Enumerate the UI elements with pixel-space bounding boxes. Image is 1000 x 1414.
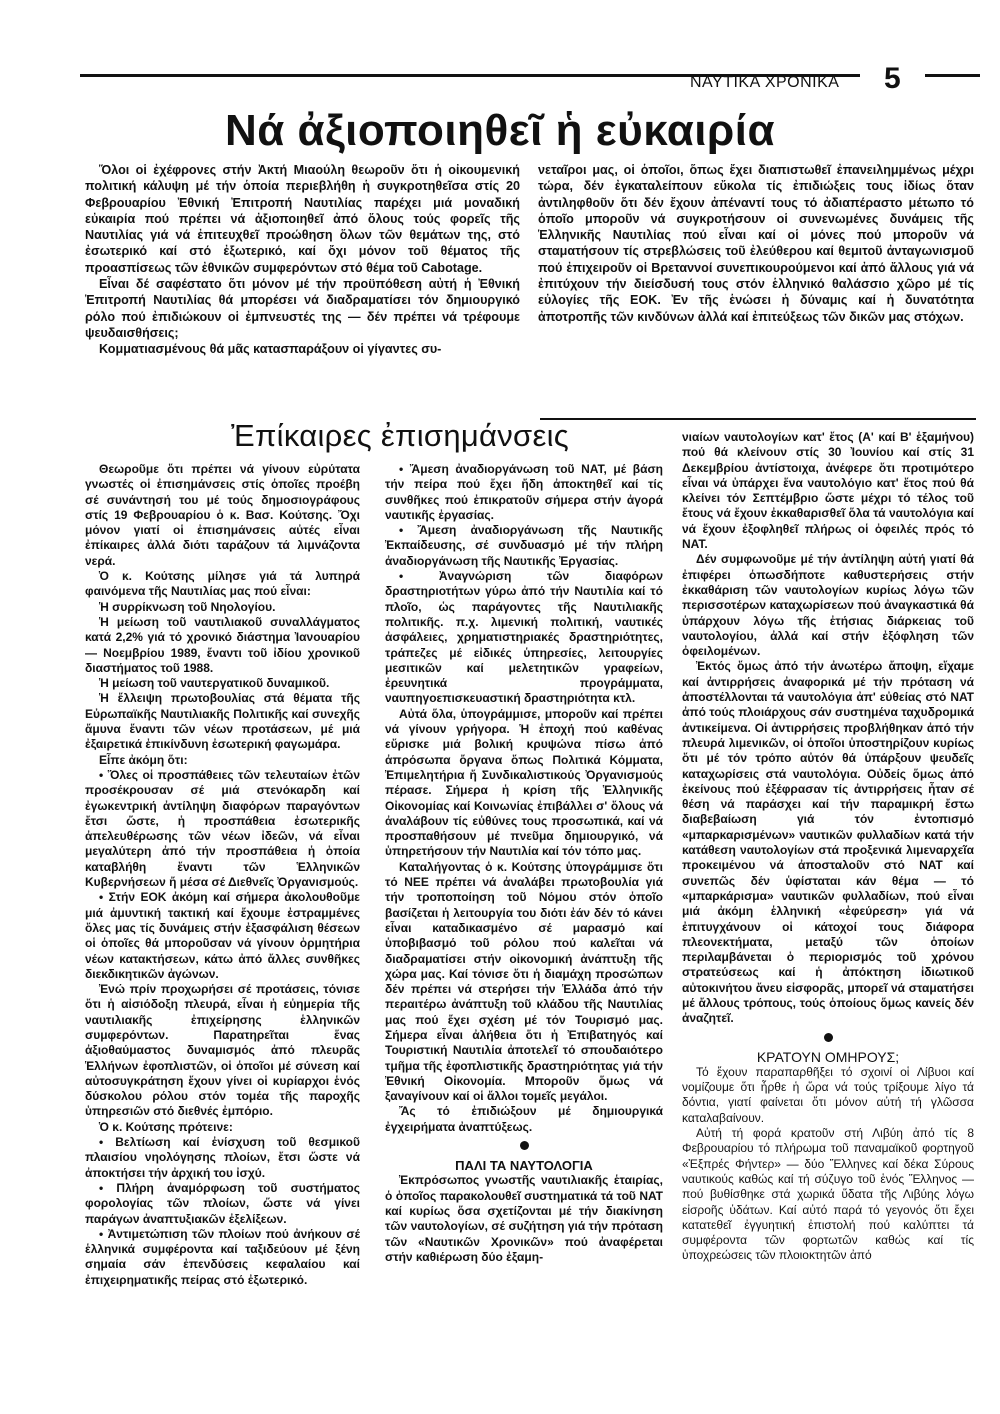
paragraph: νιαίων ναυτολογίων κατ' ἔτος (Α' καί Β' ἑξαμήνου) πού θά κλείνουν στίς 30 Ἰουνίου καί στίς 31 Δεκεμβρίου ἀντίστοιχα, ἀνέφερε ὅτι προτιμότερο εἶναι νά ὑπάρχει ἕνα ναυτολόγιο κατ' ἔτος πού θά κλείνει τόν Σεπτέμβριο ὥστε μέχρι τό τέλος τοῦ ἔτους νά ἔχουν ἐκκαθαρισθεῖ ὅλα τά ναυτολόγια καί νά ἔχουν ἐξοφληθεῖ πλήρως οἱ ὀφειλές πρός τό ΝΑΤ. (682, 430, 974, 552)
paragraph: Δέν συμφωνοῦμε μέ τήν ἀντίληψη αὐτή γιατί θά ἐπιφέρει ὁπωσδήποτε καθυστερήσεις στήν ἐκκαθάριση τῶν ναυτολογίων κυρίως λόγω τῶν περισσοτέρων καταχωρίσεων πού ἀναγκαστικά θά ὑπάρχουν λόγω τῆς ἐτήσιας διάρκειας τοῦ ναυτολογίου, ἀλλά καί στήν ἐξόφληση τῶν ὀφειλομένων. (682, 552, 974, 659)
paragraph: • Στήν ΕΟΚ ἀκόμη καί σήμερα ἀκολουθοῦμε μιά ἀμυντική τακτική καί ἔχουμε ἐστραμμένες ὅλες μας τίς δυνάμεις στήν ἐξασφάλιση θέσεων οἱ ὁποῖες θά μποροῦσαν νά γίνουν ὁρμητήρια νέων κατακτήσεων, κάτω ἀπό ἄλλες συνθῆκες διεκδικητικῶν ἀγώνων. (85, 890, 360, 981)
paragraph: • Ἀναγνώριση τῶν διαφόρων δραστηριοτήτων γύρω ἀπό τήν Ναυτιλία καί τό πλοῖο, ὡς παράγοντες τῆς Ναυτιλιακῆς πολιτικῆς. π.χ. λιμενική πολιτική, ναυτικές ἀσφάλειες, χρηματιστηριακές δραστηριότητες, τράπεζες μέ εἰδικές ὑπηρεσίες, λειτουργίες μεσιτικῶν καί μελετητικῶν γραφείων, ἐρευνητικά προγράμματα, ναυπηγοεπισκευαστική δραστηριότητα κτλ. (385, 569, 663, 706)
bullet-dot-icon (824, 1033, 833, 1042)
article-column-2 (385, 462, 663, 1312)
paragraph: Ἐκπρόσωπος γνωστῆς ναυτιλιακῆς ἑταιρίας, ὁ ὁποῖος παρακολουθεῖ συστηματικά τά τοῦ ΝΑΤ καί κυρίως ὅσα σχετίζονται μέ τήν διακίνηση τῶν ναυτολογίων, σέ συζήτηση γιά τήν πρόταση τῶν «Ναυτικῶν Χρονικῶν» πού ἀναφέρεται στήν καθιέρωση δύο ἐξαμη- (385, 1173, 663, 1264)
paragraph: • Βελτίωση καί ἐνίσχυση τοῦ θεσμικοῦ πλαισίου νηολόγησης πλοίων, ἔτσι ὥστε νά ἀποκτήσει τήν ἀρχική του ἰσχύ. (85, 1135, 360, 1180)
paragraph: Ἡ μείωση τοῦ ναυτιλιακοῦ συναλλάγματος κατά 2,2% γιά τό χρονικό διάστημα Ἰανουαρίου — Νοεμβρίου 1989, ἔναντι τοῦ ἰδίου χρονικοῦ διαστήματος τοῦ 1988. (85, 614, 360, 675)
paragraph: Θεωροῦμε ὅτι πρέπει νά γίνουν εὐρύτατα γνωστές οἱ ἐπισημάνσεις στίς ὁποῖες προέβη σέ συνάντησή του μέ τούς δημοσιογράφους στίς 19 Φεβρουαρίου ὁ κ. Βασ. Κούτσης. Ὄχι μόνον γιατί οἱ ἐπισημάνσεις αὐτές εἶναι ἐπίκαιρες ἀλλά διότι ταράζουν τά λιμνάζοντα νερά. (85, 462, 360, 568)
publication-title: ΝΑΥΤΙΚΑ ΧΡΟΝΙΚΑ (690, 74, 840, 91)
paragraph: Ἄς τό ἐπιδιώξουν μέ δημιουργικά ἐγχειρήματα ἀναπτύξεως. (385, 1104, 663, 1134)
paragraph: Εἶπε ἀκόμη ὅτι: (99, 752, 188, 767)
section-title: Ἐπίκαιρες ἐπισημάνσεις (230, 418, 570, 453)
paragraph: Ἐνώ πρίν προχωρήσει σέ προτάσεις, τόνισε ὅτι ἡ αἰσιόδοξη πλευρά, εἶναι ἡ εὐημερία τῆς ναυτιλιακῆς ἐπιχείρησης ἑλληνικῶν συμφερόντων. Παρατηρεῖται ἕνας ἀξιοθαύμαστος δυναμισμός ἀπό πλευρᾶς Ἑλλήνων ἐφοπλιστῶν, οἱ ὁποῖοι μέ σύνεση καί αὐτοσυγκράτηση ἔχουν γίνει οἱ κυρίαρχοι ἑνός δύσκολου ρόλου στόν τομέα τῆς παροχῆς ὑπηρεσιῶν στό διεθνές ἐμπόριο. (85, 982, 360, 1119)
paragraph: • Ἄμεση ἀναδιοργάνωση τοῦ ΝΑΤ, μέ βάση τήν πείρα πού ἔχει ἤδη ἀποκτηθεῖ καί τίς συνθῆκες πού ἐπικρατοῦν σήμερα στήν ἀγορά ναυτικῆς ἐργασίας. (385, 462, 663, 522)
paragraph: Ὁ κ. Κούτσης μίλησε γιά τά λυπηρά φαινόμενα τῆς Ναυτιλίας μας πού εἶναι: (85, 569, 360, 599)
paragraph: Ἡ μείωση τοῦ ναυτεργατικοῦ δυναμικοῦ. (99, 676, 330, 691)
paragraph: Ὁ κ. Κούτσης πρότεινε: (99, 1119, 233, 1134)
paragraph: Ἡ συρρίκνωση τοῦ Νηολογίου. (99, 599, 276, 614)
header-rule-right (925, 74, 980, 77)
article-column-1 (85, 462, 360, 1312)
lead-paragraph: Εἶναι δέ σαφέστατο ὅτι μόνον μέ τήν προϋπόθεση αὐτή ἡ Ἐθνική Ἐπιτροπή Ναυτιλίας θά μπορέσει νά διαδραματίσει τόν δημιουργικό ρόλο πού ἐπιδιώκουν οἱ ἐμπνευστές της — δέν πρέπει νά τρέφουμε ψευδαισθήσεις; (85, 277, 520, 340)
headline: Νά ἀξιοποιηθεῖ ἡ εὐκαιρία (224, 106, 776, 155)
paragraph: Ἐκτός ὅμως ἀπό τήν ἀνωτέρω ἄποψη, εἴχαμε καί ἀντιρρήσεις ἀναφορικά μέ τήν πρόταση νά ἀποστέλλονται τά ναυτολόγια ἀπ' εὐθείας στό ΝΑΤ ἀπό τούς πλοιάρχους σάν συστημένα ταχυδρομικά ἀντικείμενα. Οἱ ἀντιρρήσεις προβλήθηκαν ἀπό τήν πλευρά λιμενικῶν, οἱ ὁποῖοι ὑποστηρίζουν κυρίως ὅτι μέ τόν τρόπο αὐτόν θά ὑπάρξουν ψευδεῖς καταχωρίσεις στά ναυτολόγια. Οὐδείς ὅμως ἀπό ἐκείνους πού ἐξέφρασαν τίς ἀντιρρήσεις ἦταν σέ θέση νά παράσχει καί τήν παραμικρή ἔστω διαβεβαίωση γιά τόν ἐντοπισμό «μπαρκαρισμένων» ναυτικῶν φυλλαδίων κατά τήν κατάθεση ναυτολογίων στά προξενικά λιμεναρχεῖα προκειμένου νά ἀποσταλοῦν στό ΝΑΤ καί συνεπῶς δέν ὑφίσταται κάν θέμα — τό «μπαρκάρισμα» ναυτικῶν φυλλαδίων, πού εἶναι μιά ἀκόμη ἑλληνική «ἐφεύρεση» γιά νά ἐπιτυγχάνουν οἱ κάτοχοί τους διάφορα πλεονεκτήματα, μεταξύ τῶν ὁποίων περιλαμβάνεται ὁ περιορισμός τοῦ χρόνου στρατεύσεως καί ἡ ἀπόκτηση ἰδιωτικοῦ αὐτοκινήτου ἄνευ εἰσφορᾶς, μπορεῖ νά σταματήσει μέ ἄλλους τρόπους, τούς ὁποίους ὅμως κανείς δέν ἀναζητεῖ. (682, 659, 974, 1026)
lead-column-right (538, 162, 974, 394)
lead-paragraph: Ὅλοι οἱ ἐχέφρονες στήν Ἀκτή Μιαούλη θεωροῦν ὅτι ἡ οἰκουμενική πολιτική κάλυψη μέ τήν ὁποία περιεβλήθη ἡ συγκροτηθεῖσα στίς 20 Φεβρουαρίου Ἐθνική Ἐπιτροπή Ναυτιλίας παρέχει μιά μοναδική εὐκαιρία πού πρέπει νά ἀξιοποιηθεῖ ἀπό ὅλους τούς φορεῖς τῆς Ναυτιλίας γιά νά ἐπιτευχθεῖ προώθηση ὅλων τῶν θεμάτων της, στό ἐσωτερικό καί στό ἐξωτερικό, καί ὄχι μόνον τοῦ θέματος τῆς προασπίσεως τῶν ἐθνικῶν συμφερόντων στό θέμα τοῦ Cabotage. (85, 163, 520, 275)
page-number: 5 (884, 62, 901, 95)
bullet-dot-icon (520, 1141, 529, 1150)
paragraph: Τό ἔχουν παραπαρθῆξει τό σχοινί οἱ Λίβυοι καί νομίζουμε ὅτι ἦρθε ἡ ὥρα νά τούς τρίξουμε λίγο τά δόντια, γιατί φαίνεται ὅτι μόνον αὐτή τή γλῶσσα καταλαβαίνουν. (682, 1064, 974, 1125)
paragraph: Αὐτά ὅλα, ὑπογράμμισε, μποροῦν καί πρέπει νά γίνουν γρήγορα. Ἡ ἐποχή πού καθένας εὕρισκε μιά βολική κρυψώνα πίσω ἀπό ἀπρόσωπα ὄργανα ὅπως Πολιτικά Κόμματα, Ἐπιμελητήρια ἤ Συνδικαλιστικούς Ὀργανισμούς πέρασε. Σήμερα ἡ κρίση τῆς Ἑλληνικῆς Οἰκονομίας καί Κοινωνίας ἐπιβάλλει σ' ὅλους νά ἀναλάβουν τίς εὐθύνες τους προσωπικά, καί νά προσπαθήσουν μέ πνεῦμα δημιουργικό, νά ὑπηρετήσουν τήν Ναυτιλία καί τόν τόπο μας. (385, 706, 663, 859)
paragraph: Ἡ ἔλλειψη πρωτοβουλίας στά θέματα τῆς Εὐρωπαϊκῆς Ναυτιλιακῆς Πολιτικῆς καί συνεχῆς ἄμυνα ἔναντι τῶν νέων προτάσεων, μέ μιά ἐξαιρετικά ἐπικίνδυνη ἐσωτερική φαγωμάρα. (85, 691, 360, 752)
paragraph: • Ἀντιμετώπιση τῶν πλοίων πού ἀνήκουν σέ ἑλληνικά συμφέροντα καί ταξιδεύουν μέ ξένη σημαία σάν ἐπενδύσεις κεφαλαίου καί ἐπιχειρηματικῆς πείρας στό ἐξωτερικό. (85, 1226, 360, 1287)
subheading: ΠΑΛΙ ΤΑ ΝΑΥΤΟΛΟΓΙΑ (455, 1158, 593, 1174)
paragraph: • Ὅλες οἱ προσπάθειες τῶν τελευταίων ἐτῶν προσέκρουσαν σέ μιά στενόκαρδη καί ἐγωκεντρική ἀντίληψη διαφόρων παραγόντων ἔτσι ὥστε, ἡ προσπάθεια ἐσωτερικῆς ἀπελευθέρωσης τῶν νέων ἰδεῶν, νά εἶναι μεγαλύτερη ἀπό τήν προσπάθεια ἡ ὁποία καταβλήθη ἔναντι τῶν Ἑλληνικῶν Κυβερνήσεων ἤ μέσα σέ Διεθνεῖς Ὀργανισμούς. (85, 767, 360, 890)
lead-column-left (85, 162, 520, 416)
subheading: ΚΡΑΤΟΥΝ ΟΜΗΡΟΥΣ; (756, 1048, 900, 1065)
lead-paragraph: νεταῖροι μας, οἱ ὁποῖοι, ὅπως ἔχει διαπιστωθεῖ ἐπανειλημμένως μέχρι τώρα, δέν ἐγκαταλείπουν εὔκολα τίς ἐπιδιώξεις τους ἰδίως ὅταν ἀντιληφθοῦν ὅτι δέν ἔχουν ἀπέναντί τους τό ἀδιαπέραστο μέτωπο τό ὁποῖο μποροῦν νά συγκροτήσουν οἱ συνενωμένες δυνάμεις τῆς Ἑλληνικῆς Ναυτιλίας πού εἶναι καί οἱ μόνες πού μποροῦν νά σταματήσουν τίς στρεβλώσεις τοῦ ἐλεύθερου καί θεμιτοῦ ἀνταγωνισμοῦ πού ἐπιχειροῦν οἱ Βρεταννοί συνεπικουρούμενοι καί ἀπό ἄλλους γιά νά ἐπιτύχουν τήν διείσδυσή τους στόν ἑλληνικό θαλάσσιο χῶρο μέ τίς εὐλογίες τῆς ΕΟΚ. Ἐν τῆς ἑνώσει ἡ δύναμις καί ἡ δυνατότητα ἀποτροπῆς τῶν κινδύνων ἀλλά καί ἐπιτεύξεως τῶν δικῶν μας στόχων. (538, 163, 974, 324)
article-column-3 (682, 430, 974, 1312)
paragraph: • Πλήρη ἀναμόρφωση τοῦ συστήματος φορολογίας τῶν πλοίων, ὥστε νά γίνει παράγων ἀναπτυξιακῶν ἐξελίξεων. (85, 1180, 360, 1226)
lead-paragraph: Κομματιασμένους θά μᾶς κατασπαράξουν οἱ γίγαντες συ- (99, 342, 442, 357)
paragraph: • Ἄμεση ἀναδιοργάνωση τῆς Ναυτικῆς Ἐκπαίδευσης, σέ συνδυασμό μέ τήν πλήρη ἀναδιοργάνωση τῆς Ναυτικῆς Ἐργασίας. (385, 523, 663, 568)
paragraph: Αὐτή τή φορά κρατοῦν στή Λιβύη ἀπό τίς 8 Φεβρουαρίου τό πλήρωμα τοῦ παναμαϊκοῦ φορτηγοῦ «Ἐξπρές Φήντερ» — δύο Ἕλληνες καί δέκα Σύρους ναυτικούς καθώς καί τή σύζυγο τοῦ ἑνός Ἕλληνος — πού βυθίσθηκε στά χωρικά ὕδατα τῆς Λιβύης λόγω εἰσροῆς ὑδάτων. Καί αὐτό παρά τό γεγονός ὅτι ἔχει κατατεθεῖ ἐγγυητική ἐπιστολή πού καλύπτει τά συμφέροντα τῶν φορτωτῶν καθώς καί τίς ὑποχρεώσεις τῶν πλοιοκτητῶν ἀπό (682, 1126, 974, 1263)
paragraph: Καταλήγοντας ὁ κ. Κούτσης ὑπογράμμισε ὅτι τό ΝΕΕ πρέπει νά ἀναλάβει πρωτοβουλία γιά τήν τροποποίηση τοῦ Νόμου στόν ὁποῖο βασίζεται ἡ λειτουργία του διότι ἐάν δέν τό κάνει εἶναι καταδικασμένο σέ μαρασμό καί ὑποβιβασμό τοῦ ρόλου πού καλεῖται νά διαδραματίσει στήν οἰκονομική ἀνάπτυξη τῆς χώρα μας. Καί τόνισε ὅτι ἡ διαμάχη προσώπων δέν πρέπει νά στερήσει τήν Ἑλλάδα ἀπό τήν περαιτέρω ἀνάπτυξη τοῦ κλάδου τῆς Ναυτιλίας μας πού ἔχει σχέση μέ τόν Τουρισμό μας. Σήμερα εἶναι ἀλήθεια ὅτι ἡ Ἐπιβατηγός καί Τουριστική Ναυτιλία ἀποτελεῖ τό σπουδαιότερο τμῆμα τῆς ἐφοπλιστικῆς δραστηριότητας γιά τήν Ἐθνική Οἰκονομία. Μποροῦν ὅμως νά ξαναγίνουν καί οἱ ἄλλοι τομεῖς μεγάλοι. (385, 859, 663, 1104)
